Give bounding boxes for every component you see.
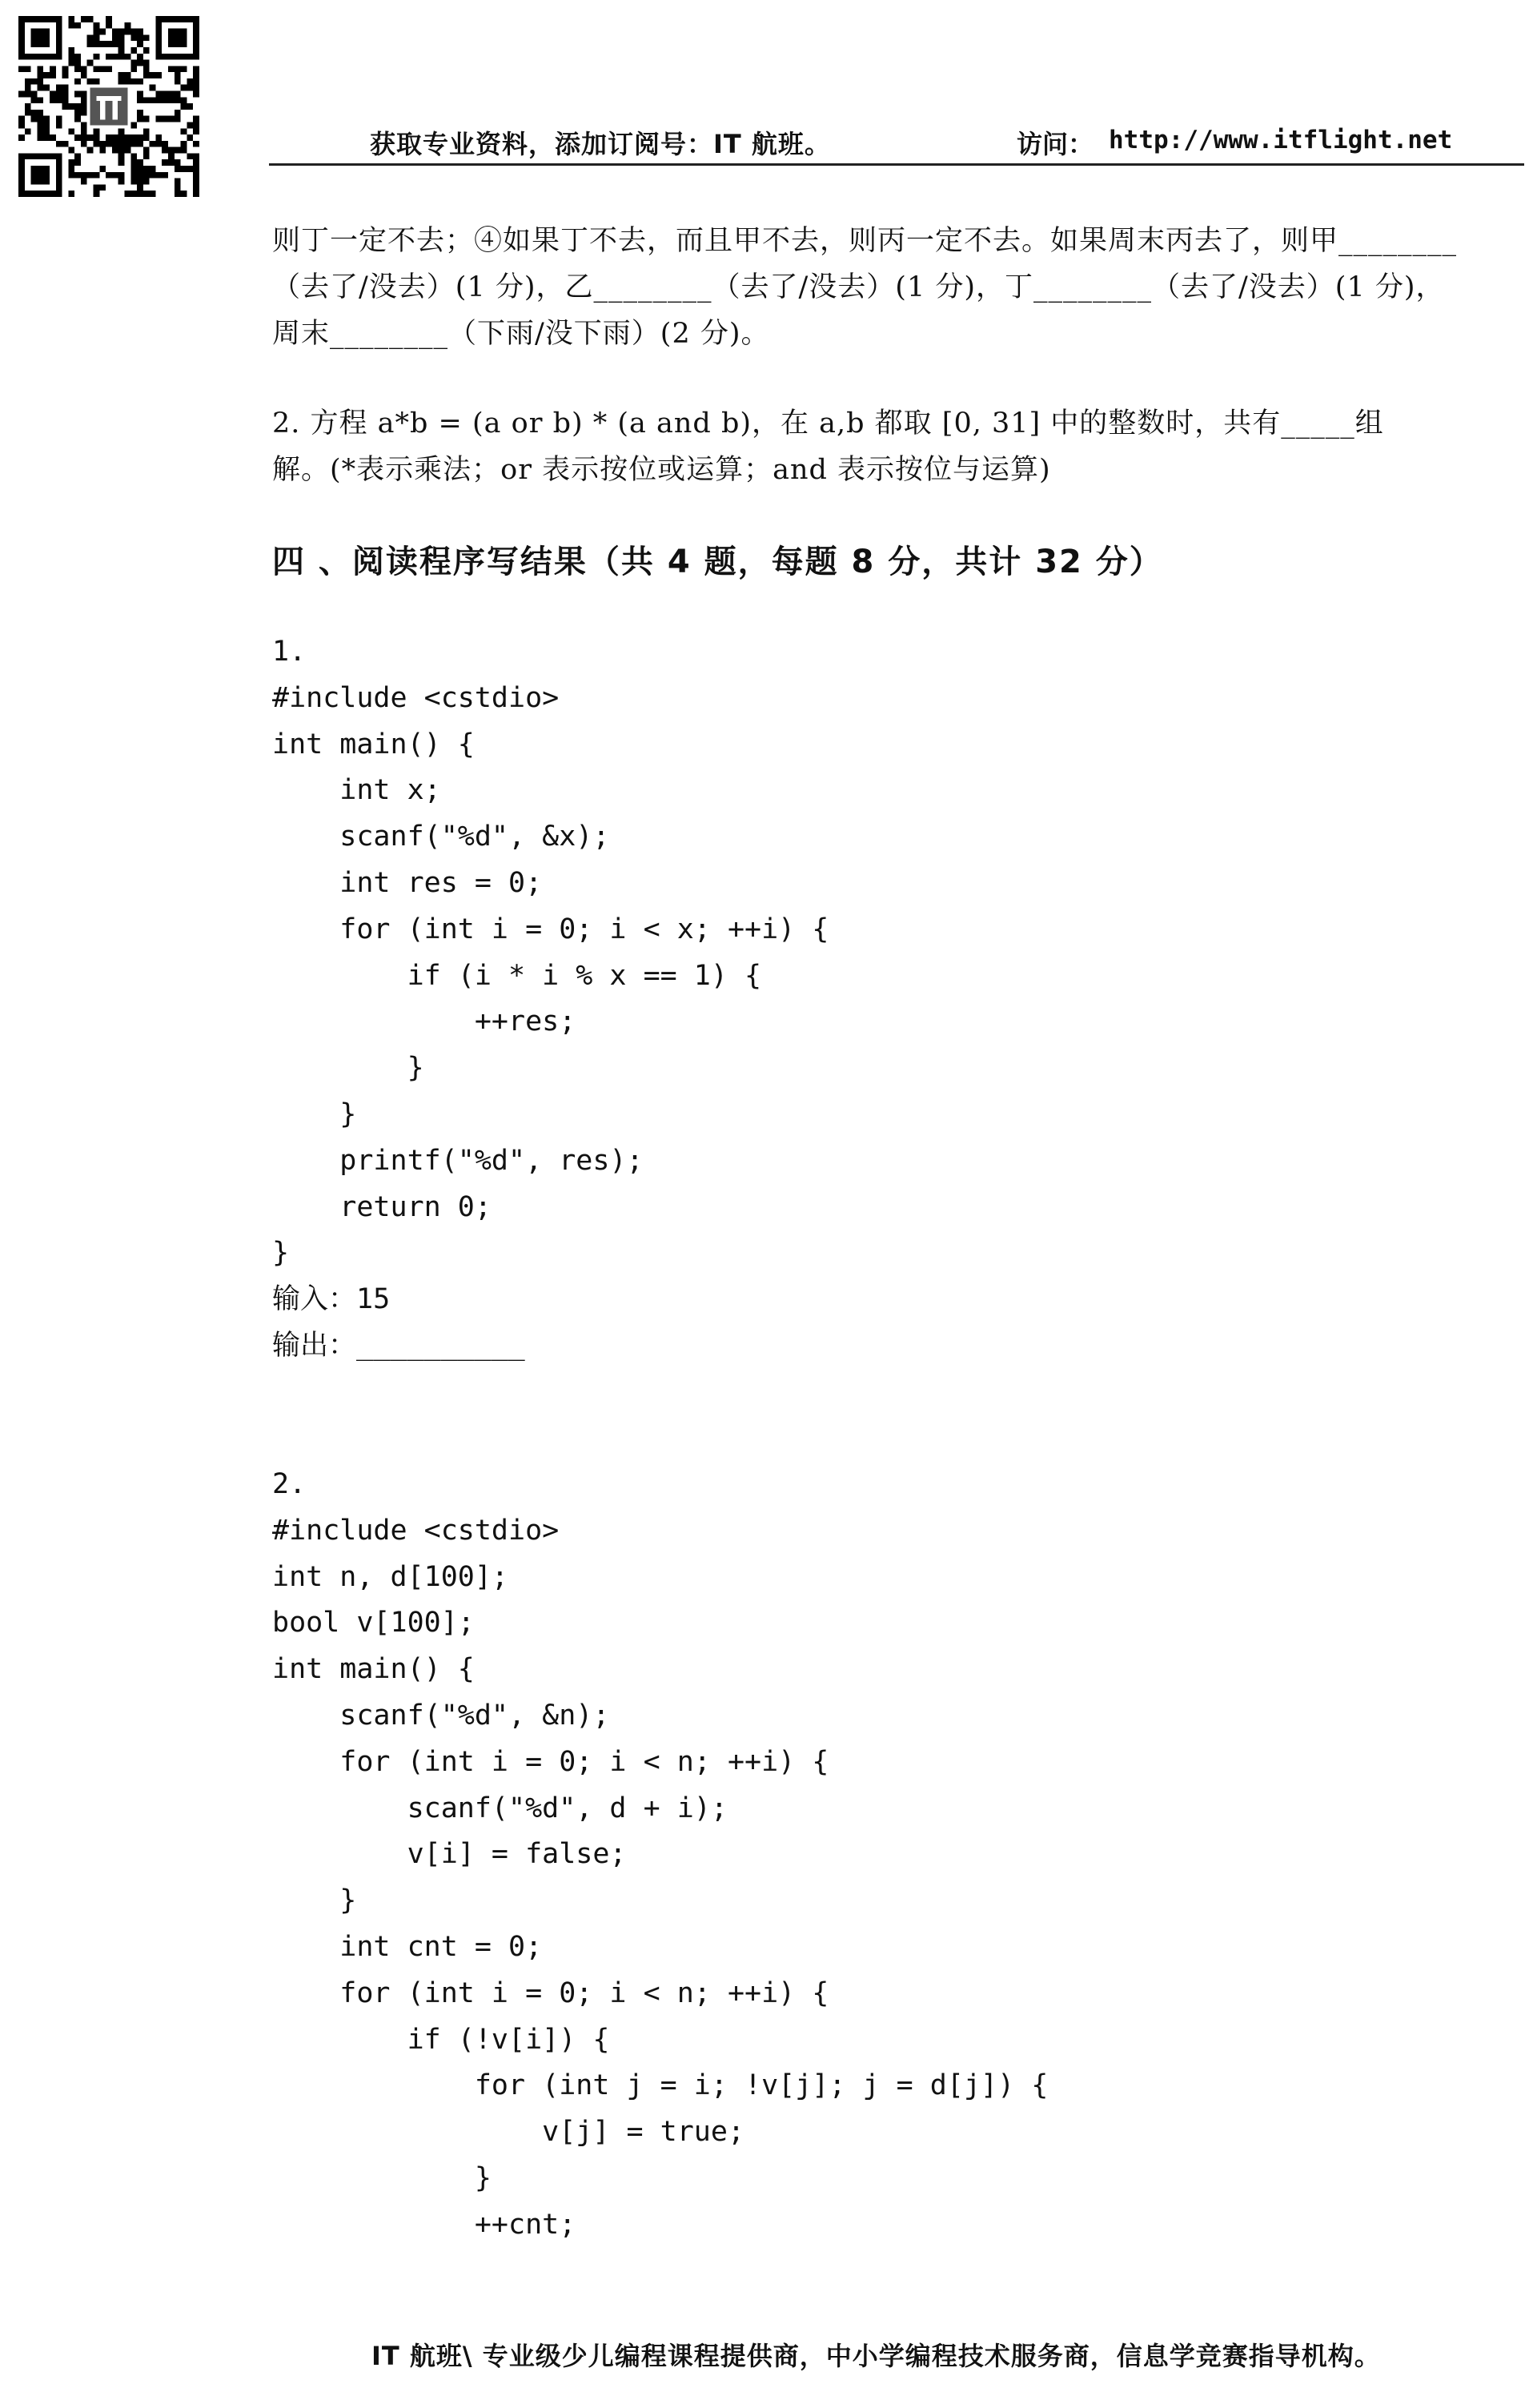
code-line: #include <cstdio> [272, 1514, 560, 1547]
code-line: scanf("%d", d + i); [272, 1792, 728, 1824]
code-line: 输入：15 [272, 1283, 391, 1316]
code-line: 2. [272, 1468, 307, 1500]
code-line: return 0; [272, 1190, 492, 1223]
code-line: } [272, 2161, 492, 2194]
header-visit-label: 访问： [1017, 129, 1094, 159]
code-line: v[i] = false; [272, 1838, 627, 1871]
code-line: ++res; [272, 1005, 576, 1038]
footer-text: IT 航班\ 专业级少儿编程课程提供商，中小学编程技术服务商，信息学竞赛指导机构。 [371, 2341, 1381, 2371]
code-line: } [272, 1098, 357, 1130]
code-line: if (i * i % x == 1) { [272, 959, 762, 992]
code-line: v[j] = true; [272, 2116, 745, 2149]
code-line: ++cnt; [272, 2208, 576, 2241]
code-line: bool v[100]; [272, 1607, 475, 1639]
code-line: } [272, 1237, 290, 1270]
code-line: 输出：__________ [272, 1329, 525, 1362]
qr-code-image [16, 16, 202, 197]
code-line: for (int i = 0; i < n; ++i) { [272, 1977, 829, 2009]
code-line: 1. [272, 636, 307, 668]
question-line: 解。(*表示乘法；or 表示按位或运算；and 表示按位与运算) [272, 454, 1051, 486]
section-title: 四 、阅读程序写结果（共 4 题，每题 8 分，共计 32 分） [272, 544, 1163, 580]
code-line: if (!v[i]) { [272, 2023, 610, 2056]
code-line: } [272, 1884, 357, 1917]
code-line: for (int i = 0; i < x; ++i) { [272, 913, 829, 945]
code-line: int x; [272, 774, 441, 807]
code-line: printf("%d", res); [272, 1144, 644, 1177]
header-divider [269, 163, 1524, 166]
code-line: #include <cstdio> [272, 681, 560, 714]
program-2-code [272, 1462, 1048, 2249]
code-line: scanf("%d", &x); [272, 821, 610, 853]
code-line: int cnt = 0; [272, 1930, 543, 1963]
question-line: 2. 方程 a*b = (a or b) * (a and b)，在 a,b 都取 [0, 31] 中的整数时，共有_____组 [272, 407, 1384, 439]
code-line: scanf("%d", &n); [272, 1699, 610, 1732]
question-line: 则丁一定不去；④如果丁不去，而且甲不去，则丙一定不去。如果周末丙去了，则甲________ [272, 225, 1458, 257]
code-line: int res = 0; [272, 866, 543, 899]
code-line: for (int j = i; !v[j]; j = d[j]) { [272, 2069, 1049, 2102]
question-continuation [272, 218, 1521, 357]
code-line: } [272, 1052, 424, 1085]
code-line: int n, d[100]; [272, 1560, 509, 1593]
header-slogan: 获取专业资料，添加订阅号：IT 航班。 [370, 129, 831, 159]
question-2 [272, 400, 1521, 493]
question-line: 周末________（下雨/没下雨）(2 分)。 [272, 318, 770, 350]
program-1-code [272, 629, 829, 1370]
header-url-link[interactable]: http://www.itflight.net [1109, 126, 1453, 155]
code-line: int main() { [272, 1653, 475, 1686]
question-line: （去了/没去）(1 分)，乙________（去了/没去）(1 分)，丁________（去了/没去）(1 分)， [272, 271, 1445, 303]
code-line: int main() { [272, 728, 475, 761]
code-line: for (int i = 0; i < n; ++i) { [272, 1745, 829, 1778]
